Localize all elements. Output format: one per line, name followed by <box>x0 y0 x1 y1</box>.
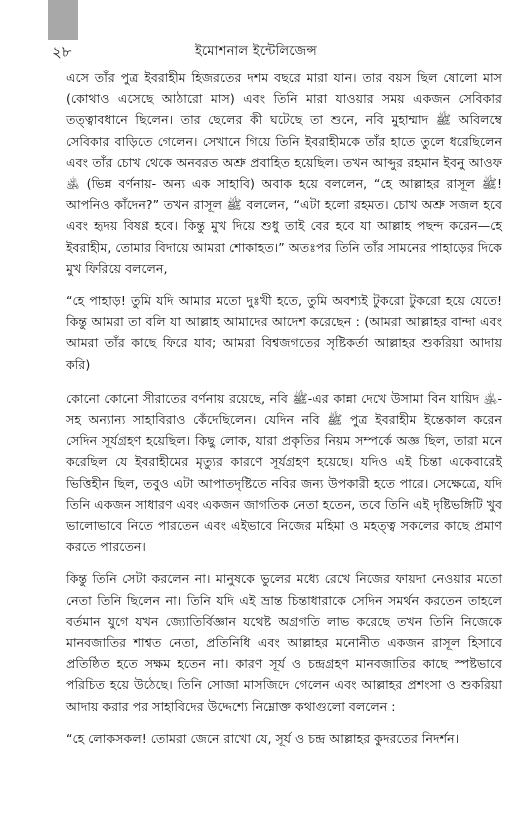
quote-paragraph: “হে পাহাড়! তুমি যদি আমার মতো দুঃখী হতে, তুমি অবশ্যই টুকরো টুকরো হয়ে যেতে! কিন্তু আমরা তা বলি যা আল্লাহ আমাদের আদেশ করেছেন : (আমরা আল্লাহর বান্দা এবং আমরা তাঁর কাছে ফিরে যাব; আমরা বিশ্বজগতের সৃষ্টিকর্তা আল্লাহর শুকরিয়া আদায় করি) <box>66 293 502 372</box>
page-number: ২৮ <box>52 43 72 61</box>
page-corner-tab <box>48 0 78 40</box>
paragraph: এসে তাঁর পুত্র ইবরাহীম হিজরতের দশম বছরে মারা যান। তার বয়স ছিল ষোলো মাস (কোথাও এসেছে আঠারো মাস) এবং তিনি মারা যাওয়ার সময় একজন সেবিকার তত্ত্বাবধানে ছিলেন। তার ছেলের কী ঘটেছে তা শুনে, নবি মুহাম্মাদ ﷺ অবিলম্বে সেবিকার বাড়িতে গেলেন। সেখানে গিয়ে তিনি ইবরাহীমকে তাঁর হাতে তুলে ধরেছিলেন এবং তাঁর চোখ থেকে অনবরত অশ্রু প্রবাহিত হয়েছিল। তখন আব্দুর রহমান ইবনু আওফ ﵁ (ভিন্ন বর্ণনায়- অন্য এক সাহাবি) অবাক হয়ে বললেন, “হে আল্লাহর রাসূল ﷺ! আপনিও কাঁদেন?” তখন রাসূল ﷺ বললেন, “এটা হলো রহমত। চোখ অশ্রু সজল হবে এবং হৃদয় বিষণ্ণ হবে। কিন্তু মুখ দিয়ে শুধু তাই বের হবে যা আল্লাহ পছন্দ করেন—হে ইবরাহীম, তোমার বিদায়ে আমরা শোকাহত।” অতঃপর তিনি তাঁর সামনের পাহাড়ের দিকে মুখ ফিরিয়ে বললেন, <box>66 70 502 276</box>
page-header <box>0 40 528 64</box>
running-title: ইমোশনাল ইন্টেলিজেন্স <box>195 44 318 59</box>
page-body <box>66 67 502 760</box>
paragraph: কিন্তু তিনি সেটা করলেন না। মানুষকে ভুলের মধ্যে রেখে নিজের ফায়দা নেওয়ার মতো নেতা তিনি ছিলেন না। তিনি যদি এই ভ্রান্ত চিন্তাধারাকে সেদিন সমর্থন করতেন তাহলে বর্তমান যুগে যখন জ্যোতির্বিজ্ঞান যথেষ্ট অগ্রগতি লাভ করেছে তখন তিনি নিজেকে মানবজাতির শাশ্বত নেতা, প্রতিনিধি এবং আল্লাহর মনোনীত একজন রাসূল হিসাবে প্রতিষ্ঠিত হতে সক্ষম হতেন না। কারণ সূর্য ও চন্দ্রগ্রহণ মানবজাতির কাছে স্পষ্টভাবে পরিচিত হয়ে উঠেছে। তিনি সোজা মাসজিদে গেলেন এবং আল্লাহর প্রশংসা ও শুকরিয়া আদায় করার পর সাহাবিদের উদ্দেশ্যে নিম্নোক্ত কথাগুলো বললেন : <box>66 571 502 714</box>
paragraph: কোনো কোনো সীরাতের বর্ণনায় রয়েছে, নবি ﷺ-এর কান্না দেখে উসামা বিন যায়িদ ﵁-সহ অন্যান্য সাহাবিরাও কেঁদেছিলেন। যেদিন নবি ﷺ পুত্র ইবরাহীম ইন্তেকাল করেন সেদিন সূর্যগ্রহণ হয়েছিল। কিছু লোক, যারা প্রকৃতির নিয়ম সম্পর্কে অজ্ঞ ছিল, তারা মনে করেছিল যে ইবরাহীমের মৃত্যুর কারণে সূর্যগ্রহণ হয়েছে। যদিও এই চিন্তা একেবারেই ভিত্তিহীন ছিল, তবুও এটা আপাতদৃষ্টিতে নবির জন্য উপকারী হতে পারে। সেক্ষেত্রে, যদি তিনি একজন সাধারণ এবং একজন জাগতিক নেতা হতেন, তবে তিনি এই দৃষ্টিভঙ্গিটি খুব ভালোভাবে নিতে পারতেন এবং এইভাবে নিজের মহিমা ও মহত্ত্ব সকলের কাছে প্রমাণ করতে পারতেন। <box>66 390 502 555</box>
quote-paragraph: “হে লোকসকল! তোমরা জেনে রাখো যে, সূর্য ও চন্দ্র আল্লাহর কুদরতের নিদর্শন। <box>66 730 460 746</box>
